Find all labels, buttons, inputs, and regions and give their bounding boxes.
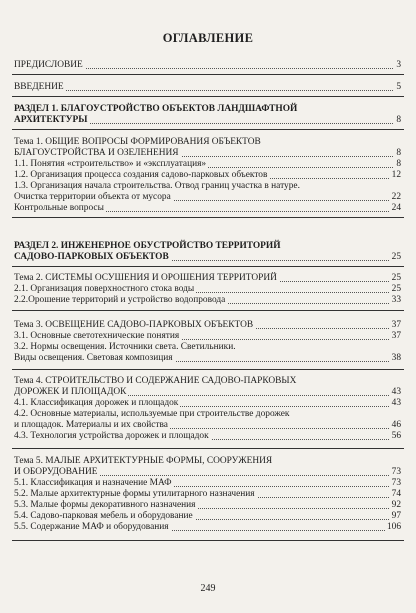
entry-page: 43 [391,398,401,408]
entry-page: 43 [391,387,401,397]
separator-line [12,310,404,311]
entry-page: 92 [391,500,401,510]
entry-page: 73 [391,478,401,488]
entry-text: ВВЕДЕНИЕ [14,82,64,92]
separator-line [12,369,404,370]
entry-text: 1.2. Организация процесса создания садово-парковых объектов [14,170,268,180]
entry-page: 22 [391,192,401,202]
separator-line [12,540,404,541]
entry-text: 2.1. Организация поверхностного стока воды [14,284,195,294]
toc-entry-topic-1 [14,137,401,214]
entry-page: 25 [391,252,401,262]
entry-text: 5.4. Садово-парковая мебель и оборудование [14,511,193,521]
entry-text: 3.1. Основные светотехнические понятия [14,331,180,341]
toc-entry-topic-5 [14,456,401,533]
entry-page: 8 [396,148,401,158]
entry-page: 5 [396,82,401,92]
entry-text-line2: Виды освещения. Световая композиция [14,353,173,363]
entry-page: 38 [391,353,401,363]
entry-text: 5.5. Содержание МАФ и оборудования [14,522,169,532]
entry-text-line1: Тема 5. МАЛЫЕ АРХИТЕКТУРНЫЕ ФОРМЫ, СООРУЖЕНИЯ [14,456,273,466]
entry-text: ПРЕДИСЛОВИЕ [14,60,83,70]
entry-page: 73 [391,467,401,477]
entry-text: 4.3. Технология устройства дорожек и площадок [14,431,209,441]
entry-page: 106 [386,522,401,532]
toc-entry-topic-3 [14,320,401,364]
toc-entry-foreword [14,60,401,71]
entry-text-line1: Тема 1. ОБЩИЕ ВОПРОСЫ ФОРМИРОВАНИЯ ОБЪЕКТОВ [14,137,261,147]
entry-text-line1: РАЗДЕЛ 2. ИНЖЕНЕРНОЕ ОБУСТРОЙСТВО ТЕРРИТОРИЙ [14,241,281,251]
toc-entry-section-2 [14,241,401,263]
entry-text: Тема 2. СИСТЕМЫ ОСУШЕНИЯ И ОРОШЕНИЯ ТЕРРИТОРИЙ [14,273,277,283]
entry-text: 5.3. Малые формы декоративного назначения [14,500,196,510]
entry-text-line2: САДОВО-ПАРКОВЫХ ОБЪЕКТОВ [14,252,169,262]
entry-text: Контрольные вопросы [14,203,104,213]
toc-entry-section-1 [14,104,401,126]
entry-text-line2: БЛАГОУСТРОЙСТВА И ОЗЕЛЕНЕНИЯ [14,148,179,158]
toc-title: ОГЛАВЛЕНИЕ [162,31,254,45]
entry-text-line2: и площадок. Материалы и их свойства [14,420,168,430]
entry-page: 37 [391,331,401,341]
separator-line [12,129,404,130]
separator-line [12,74,404,75]
toc-entry-topic-4 [14,376,401,442]
entry-page: 12 [391,170,401,180]
entry-text: 1.1. Понятия «строительство» и «эксплуатация» [14,159,207,169]
separator-line [12,96,404,97]
toc-entry-introduction [14,82,401,93]
entry-text: Тема 3. ОСВЕЩЕНИЕ САДОВО-ПАРКОВЫХ ОБЪЕКТОВ [14,320,254,330]
entry-text-line1: 3.2. Нормы освещения. Источники света. Светильники. [14,342,236,352]
page-number: 249 [200,583,216,594]
entry-page: 24 [391,203,401,213]
entry-page: 56 [391,431,401,441]
entry-text-line1: 4.2. Основные материалы, используемые при строительстве дорожек [14,409,290,419]
toc-entry-topic-2 [14,273,401,306]
entry-page: 97 [391,511,401,521]
entry-page: 3 [396,60,401,70]
entry-text-line2: ДОРОЖЕК И ПЛОЩАДОК [14,387,127,397]
entry-text: 2.2.Орошение территорий и устройство водопровода [14,295,226,305]
entry-page: 8 [396,159,401,169]
entry-text: 4.1. Классификация дорожек и площадок [14,398,179,408]
entry-text-line2: И ОБОРУДОВАНИЕ [14,467,98,477]
separator-line [12,217,404,218]
entry-text-line2: АРХИТЕКТУРЫ [14,115,88,125]
entry-page: 25 [391,284,401,294]
separator-line [12,448,404,449]
entry-page: 25 [391,273,401,283]
entry-page: 74 [391,489,401,499]
entry-page: 46 [391,420,401,430]
entry-page: 37 [391,320,401,330]
entry-page: 8 [396,115,401,125]
entry-text-line1: РАЗДЕЛ 1. БЛАГОУСТРОЙСТВО ОБЪЕКТОВ ЛАНДШАФТНОЙ [14,104,298,114]
entry-text: 5.1. Классификация и назначение МАФ [14,478,172,488]
entry-text: 5.2. Малые архитектурные формы утилитарного назначения [14,489,255,499]
entry-text-line1: 1.3. Организация начала строительства. Отвод границ участка в натуре. [14,181,300,191]
separator-line [12,266,404,267]
entry-page: 33 [391,295,401,305]
entry-text-line1: Тема 4. СТРОИТЕЛЬСТВО И СОДЕРЖАНИЕ САДОВО-ПАРКОВЫХ [14,376,297,386]
entry-text-line2: Очистка территории объекта от мусора [14,192,171,202]
